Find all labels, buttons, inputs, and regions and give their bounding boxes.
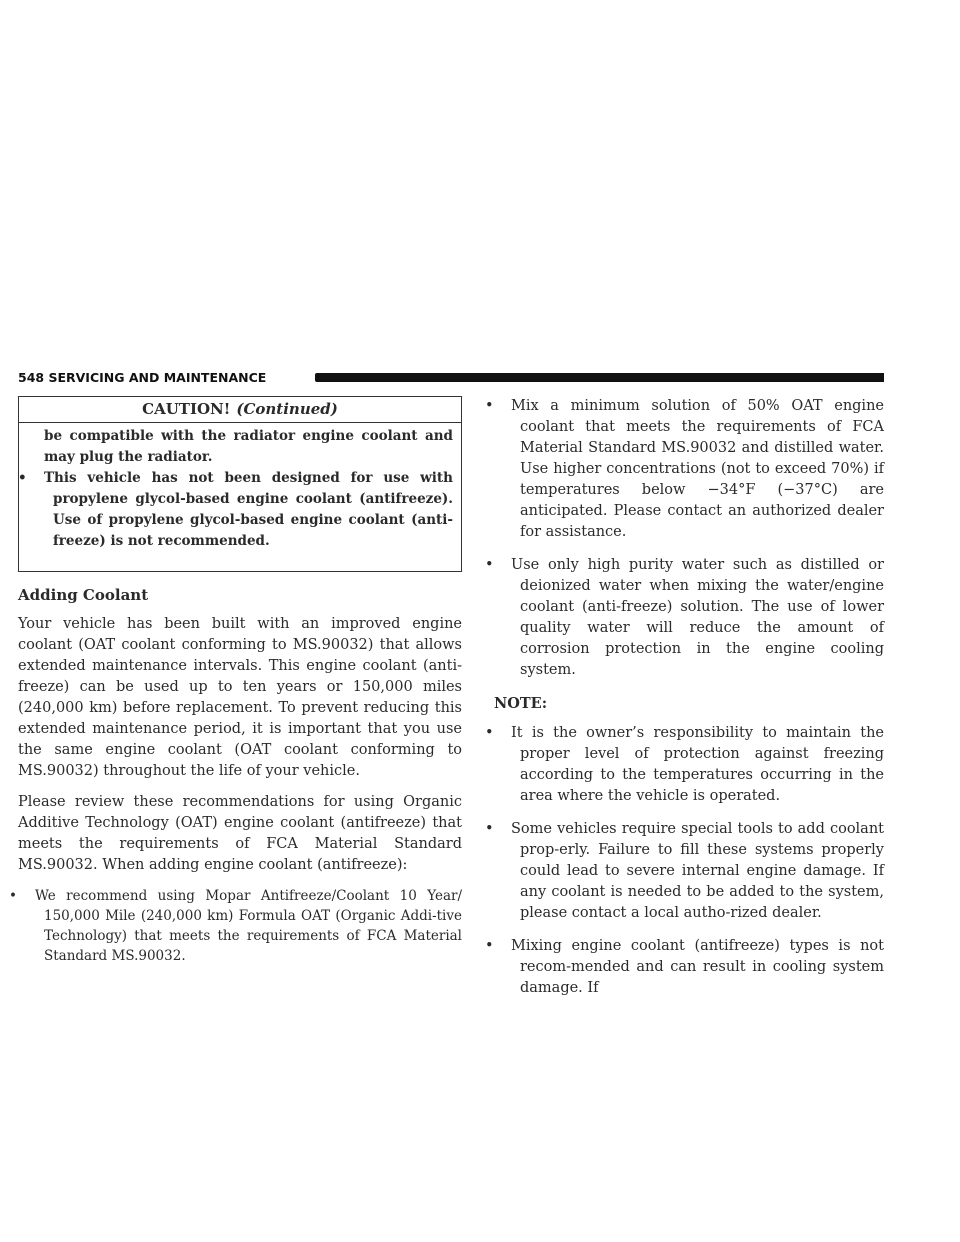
note-bullet-owner-responsibility: • It is the owner’s responsibility to maintain the proper level of protection against freezing according to the temperatures occurring in the area where the vehicle is operated. [494, 723, 884, 807]
page-header [18, 371, 884, 385]
caution-continuation-text: be compatible with the radiator engine coolant and may plug the radiator. [44, 428, 453, 465]
page-number: 548 [18, 370, 45, 385]
mopar-recommendation-bullet: • We recommend using Mopar Antifreeze/Coolant 10 Year/ 150,000 Mile (240,000 km) Formula OAT (Organic Addi-tive Technology) that meets the requirements of FCA Material Standard MS.90032. [18, 886, 462, 966]
caution-bullet: • This vehicle has not been designed for use with propylene glycol-based engine coolant (antifreeze). Use of propylene glycol-based engine coolant (anti-freeze) is not recommended. [27, 468, 453, 552]
section-heading-adding-coolant: Adding Coolant [18, 586, 149, 604]
section-title: SERVICING AND MAINTENANCE [48, 370, 267, 385]
caution-box [18, 396, 462, 572]
mix-solution-bullet: • Mix a minimum solution of 50% OAT engine coolant that meets the requirements of FCA Material Standard MS.90032 and distilled water. Use higher concentrations (not to exceed 70%) if temperatures below −34°F (−37°C) are anticipated. Please contact an authorized dealer for assistance. [494, 396, 884, 543]
adding-coolant-paragraph-1: Your vehicle has been built with an improved engine coolant (OAT coolant conforming to MS.90032) that allows extended maintenance intervals. This engine coolant (anti-freeze) can be used up to ten years or 150,000 miles (240,000 km) before replacement. To prevent reducing this extended maintenance period, it is important that you use the same engine coolant (OAT coolant conforming to MS.90032) throughout the life of your vehicle. [18, 616, 462, 779]
adding-coolant-paragraph-2: Please review these recommendations for using Organic Additive Technology (OAT) engine coolant (antifreeze) that meets the requirements of FCA Material Standard MS.90032. When adding engine coolant (antifreeze): [18, 794, 462, 873]
right-column [494, 396, 884, 1011]
caution-title: CAUTION! [142, 400, 231, 418]
page-header-text [18, 371, 266, 385]
caution-header [19, 397, 461, 423]
high-purity-water-bullet: • Use only high purity water such as distilled or deionized water when mixing the water/engine coolant (anti-freeze) solution. The use of lower quality water will reduce the amount of corrosion protection in the engine cooling system. [494, 555, 884, 681]
caution-continued: (Continued) [236, 400, 338, 418]
note-label: NOTE: [494, 695, 548, 712]
header-rule [315, 373, 884, 382]
note-bullet-mixing-types: • Mixing engine coolant (antifreeze) types is not recom-mended and can result in cooling system damage. If [494, 936, 884, 999]
left-column [18, 396, 462, 978]
caution-body [19, 423, 461, 571]
note-bullet-special-tools: • Some vehicles require special tools to add coolant prop-erly. Failure to fill these systems properly could lead to severe internal engine damage. If any coolant is needed to be added to the system, please contact a local autho-rized dealer. [494, 819, 884, 924]
